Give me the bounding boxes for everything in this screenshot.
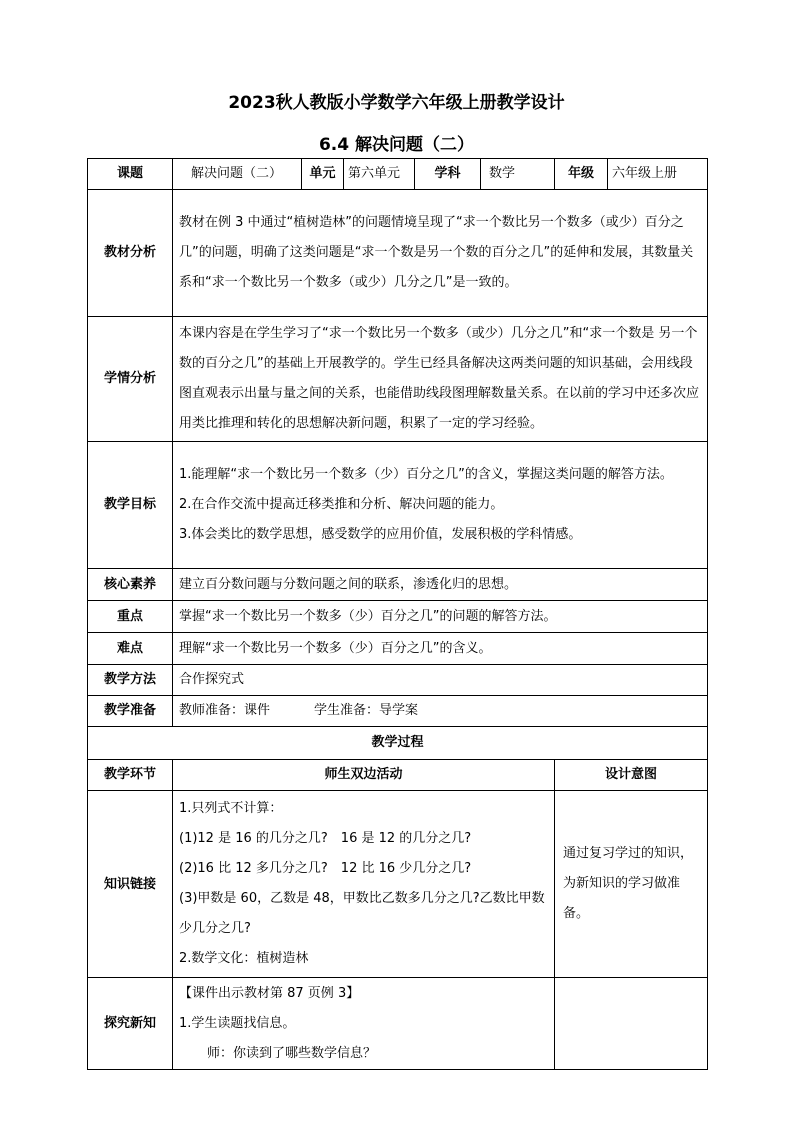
student-analysis-text: 本课内容是在学生学习了“求一个数比另一个数多（或少）几分之几”和“求一个数是 另一个数的百分之几”的基础上开展教学的。学生已经具备解决这两类问题的知识基础，会用线段图直观表示出量与量之间的关系，也能借助线段图理解数量关系。在以前的学习中还多次应用类比推理和转化的思想解决新问题，积累了一定的学习经验。 [173,317,708,442]
link-line-2: (1)12 是 16 的几分之几? 16 是 12 的几分之几? [179,831,472,846]
explore-line-3: 师：你读到了哪些数学信息？ [207,1045,377,1061]
key-point-row [88,601,708,633]
explore-label: 探究新知 [88,978,173,1070]
grade-value: 六年级上册 [608,159,708,190]
topic-value: 解决问题（二） [173,159,302,190]
explore-line-2: 1.学生读题找信息。 [179,1015,296,1031]
goal-item-3: 3.体会类比的数学思想，感受数学的应用价值，发展积极的学科情感。 [179,527,582,542]
explore-row [88,978,708,1070]
process-title-row [88,727,708,760]
knowledge-link-cell [173,791,555,978]
student-analysis-row [88,317,708,442]
lesson-plan-table [87,158,708,1070]
goal-item-2: 2.在合作交流中提高迁移类推和分析、解决问题的能力。 [179,497,504,512]
key-point-text: 掌握“求一个数比另一个数多（少）百分之几”的问题的解答方法。 [173,601,708,633]
difficulty-text: 理解“求一个数比另一个数多（少）百分之几”的含义。 [173,633,708,665]
link-line-4: (3)甲数是 60，乙数是 48，甲数比乙数多几分之几?乙数比甲数少几分之几? [179,891,545,936]
intent-header: 设计意图 [555,760,708,791]
topic-label: 课题 [88,159,173,190]
link-line-5: 2.数学文化：植树造林 [179,951,309,966]
subject-label: 学科 [415,159,481,190]
teaching-prep-cell [173,696,708,727]
key-point-label: 重点 [88,601,173,633]
explore-line-1: 【课件出示教材第 87 页例 3】 [179,985,360,1001]
teaching-goals-label: 教学目标 [88,442,173,569]
student-analysis-label: 学情分析 [88,317,173,442]
student-prep: 学生准备：导学案 [314,703,419,718]
material-analysis-label: 教材分析 [88,190,173,317]
link-line-3: (2)16 比 12 多几分之几? 12 比 16 少几分之几? [179,861,472,876]
material-analysis-text: 教材在例 3 中通过“植树造林”的问题情境呈现了“求一个数比另一个数多（或少）百分之几”的问题，明确了这类问题是“求一个数是另一个数的百分之几”的延伸和发展，其数量关系和“求一个数比另一个数多（或少）几分之几”是一致的。 [173,190,708,317]
unit-label: 单元 [302,159,344,190]
teaching-prep-row [88,696,708,727]
teaching-goals-cell [173,442,708,569]
subject-value: 数学 [481,159,555,190]
goal-item-1: 1.能理解“求一个数比另一个数多（少）百分之几”的含义，掌握这类问题的解答方法。 [179,467,673,482]
teaching-method-text: 合作探究式 [173,665,708,696]
teaching-method-row [88,665,708,696]
core-literacy-text: 建立百分数问题与分数问题之间的联系，渗透化归的思想。 [173,569,708,601]
knowledge-link-label: 知识链接 [88,791,173,978]
teacher-prep: 教师准备：课件 [179,703,271,718]
teaching-prep-label: 教学准备 [88,696,173,727]
teaching-method-label: 教学方法 [88,665,173,696]
process-header-row [88,760,708,791]
grade-label: 年级 [555,159,608,190]
unit-value: 第六单元 [344,159,415,190]
teaching-goals-row [88,442,708,569]
knowledge-link-row [88,791,708,978]
difficulty-label: 难点 [88,633,173,665]
knowledge-link-intent: 通过复习学过的知识，为新知识的学习做准备。 [555,791,708,978]
activity-header: 师生双边活动 [173,760,555,791]
document-title: 2023秋人教版小学数学六年级上册教学设计 [228,93,565,113]
link-line-1: 1.只列式不计算： [179,801,283,816]
process-title: 教学过程 [88,727,708,760]
core-literacy-row [88,569,708,601]
info-row [88,159,708,190]
explore-intent [555,978,708,1070]
core-literacy-label: 核心素养 [88,569,173,601]
material-analysis-row [88,190,708,317]
difficulty-row [88,633,708,665]
document-subtitle: 6.4 解决问题（二） [318,135,475,155]
stage-header: 教学环节 [88,760,173,791]
explore-cell [173,978,555,1070]
